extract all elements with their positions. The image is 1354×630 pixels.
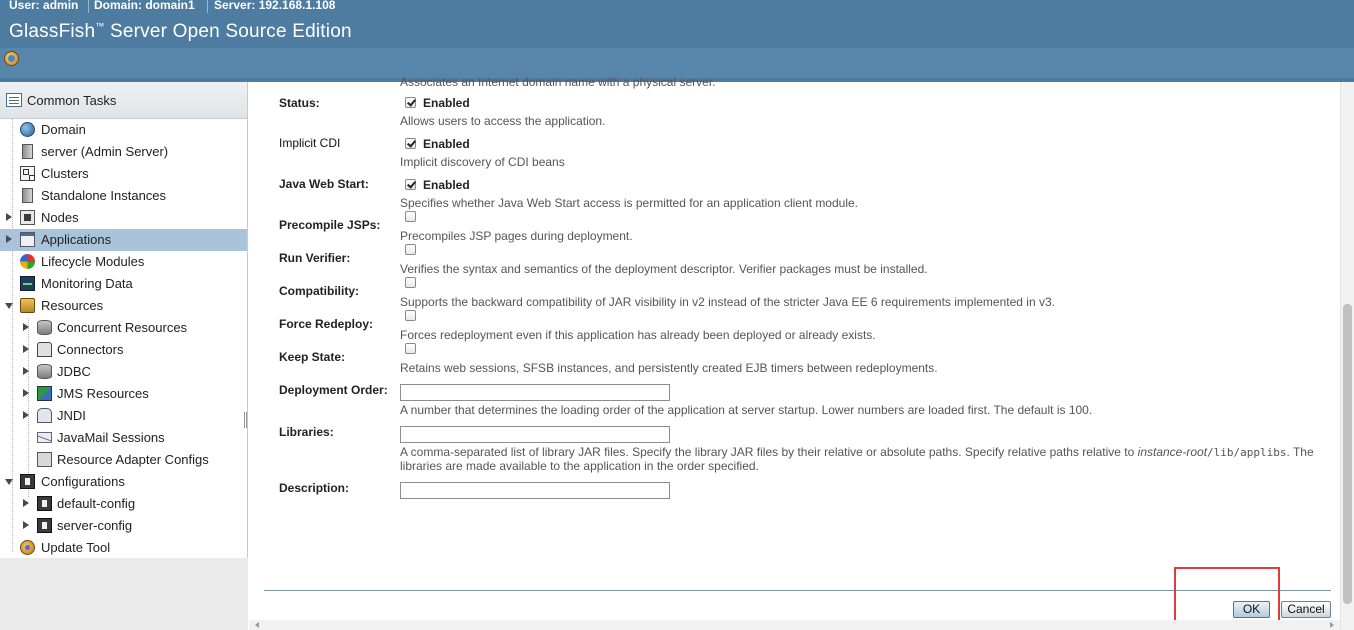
libraries-label: Libraries: — [279, 425, 334, 439]
expand-arrow-icon[interactable] — [23, 367, 29, 375]
expand-arrow-icon[interactable] — [6, 235, 12, 243]
mail-icon — [37, 432, 52, 443]
database-icon — [37, 364, 52, 379]
expand-arrow-icon[interactable] — [23, 389, 29, 397]
tree-item-jndi[interactable] — [0, 405, 247, 427]
domain-info: Domain: domain1 — [94, 0, 195, 12]
common-tasks-label: Common Tasks — [27, 93, 117, 108]
implicit-cdi-enabled-label[interactable]: Enabled — [423, 137, 470, 151]
tree-item-label: server (Admin Server) — [41, 144, 169, 159]
status-enabled-label[interactable]: Enabled — [423, 96, 470, 110]
run-verifier-help: Verifies the syntax and semantics of the deployment descriptor. Verifier packages must be installed. — [400, 262, 928, 276]
expand-arrow-icon[interactable] — [6, 213, 12, 221]
scrollbar-thumb[interactable] — [1343, 304, 1352, 604]
cancel-button[interactable]: Cancel — [1281, 601, 1331, 618]
implicit-cdi-label: Implicit CDI — [279, 136, 341, 150]
deployment-order-input[interactable] — [400, 384, 670, 401]
deployment-order-label: Deployment Order: — [279, 383, 388, 397]
tree-item-server-config[interactable] — [0, 515, 247, 537]
tree-item-label: Nodes — [41, 210, 79, 225]
tree-item-default-config[interactable] — [0, 493, 247, 515]
masthead — [0, 0, 1354, 82]
tree-item-resource-adapter-configs[interactable] — [0, 449, 247, 471]
expand-arrow-icon[interactable] — [23, 345, 29, 353]
scroll-left-icon[interactable] — [255, 622, 259, 628]
product-title: GlassFish™ Server Open Source Edition — [9, 21, 352, 42]
keep-state-help: Retains web sessions, SFSB instances, and persistently created EJB timers between redeployments. — [400, 361, 938, 375]
libraries-input[interactable] — [400, 426, 670, 443]
tree-item-jdbc[interactable] — [0, 361, 247, 383]
divider — [88, 0, 89, 13]
compatibility-help: Supports the backward compatibility of JAR visibility in v2 instead of the stricter Java EE 6 requirements implemented in v3. — [400, 295, 1055, 309]
java-web-start-help: Specifies whether Java Web Start access is permitted for an application client module. — [400, 196, 859, 210]
connector-icon — [37, 342, 52, 357]
expand-arrow-icon[interactable] — [23, 499, 29, 507]
tree-item-nodes[interactable] — [0, 207, 247, 229]
configuration-icon — [20, 474, 35, 489]
server-icon — [22, 188, 33, 203]
description-label: Description: — [279, 481, 350, 495]
tree-item-label: Update Tool — [41, 540, 111, 555]
expand-arrow-icon[interactable] — [23, 411, 29, 419]
deployment-order-help: A number that determines the loading order of the application at server startup. Lower numbers are loaded first. The default is 100. — [400, 403, 1093, 417]
cluster-icon — [20, 166, 35, 181]
status-help: Allows users to access the application. — [400, 114, 606, 128]
precompile-jsps-checkbox[interactable] — [405, 211, 416, 222]
tree-item-label: Resource Adapter Configs — [57, 452, 209, 467]
highlight-annotation — [1174, 567, 1280, 625]
tree-item-label: JDBC — [57, 364, 91, 379]
tree-item-label: JMS Resources — [57, 386, 149, 401]
horizontal-scrollbar[interactable] — [249, 620, 1340, 630]
user-info: User: admin — [9, 0, 79, 12]
expand-arrow-icon[interactable] — [23, 323, 29, 331]
compatibility-label: Compatibility: — [279, 284, 359, 298]
status-checkbox[interactable] — [405, 97, 416, 108]
tree-item-label: Resources — [41, 298, 104, 313]
keep-state-checkbox[interactable] — [405, 343, 416, 354]
database-icon — [37, 320, 52, 335]
refresh-icon[interactable] — [4, 51, 19, 66]
resources-icon — [20, 298, 35, 313]
implicit-cdi-checkbox[interactable] — [405, 138, 416, 149]
server-icon — [22, 144, 33, 159]
precompile-jsps-help: Precompiles JSP pages during deployment. — [400, 229, 633, 243]
tree-item-label: Standalone Instances — [41, 188, 167, 203]
tree-item-javamail-sessions[interactable] — [0, 427, 247, 449]
tree-item-label: Configurations — [41, 474, 125, 489]
java-web-start-label: Java Web Start: — [279, 177, 369, 191]
server-info: Server: 192.168.1.108 — [214, 0, 336, 12]
lifecycle-icon — [20, 254, 35, 269]
tree-item-label: default-config — [57, 496, 136, 511]
force-redeploy-label: Force Redeploy: — [279, 317, 374, 331]
task-list-icon — [6, 93, 22, 107]
force-redeploy-help: Forces redeployment even if this application has already been deployed or already exists. — [400, 328, 876, 342]
help-text: Associates an Internet domain name with a physical server. — [400, 75, 716, 89]
implicit-cdi-help: Implicit discovery of CDI beans — [400, 155, 565, 169]
nodes-icon — [20, 210, 35, 225]
tree-item-label: Connectors — [57, 342, 124, 357]
tree-item-applications[interactable] — [0, 229, 247, 251]
tree-item-label: Domain — [41, 122, 86, 137]
tree-item-clusters[interactable] — [0, 163, 247, 185]
status-label: Status: — [279, 96, 320, 110]
tree-item-label: JNDI — [57, 408, 86, 423]
collapse-arrow-icon[interactable] — [5, 303, 13, 309]
tree-item-label: Monitoring Data — [41, 276, 133, 291]
vertical-scrollbar[interactable] — [1340, 82, 1354, 630]
force-redeploy-checkbox[interactable] — [405, 310, 416, 321]
common-tasks-link[interactable] — [0, 82, 247, 119]
globe-icon — [20, 122, 35, 137]
tree-item-standalone-instances[interactable] — [0, 185, 247, 207]
tree-item-label: Applications — [41, 232, 112, 247]
run-verifier-label: Run Verifier: — [279, 251, 351, 265]
tree-item-concurrent-resources[interactable] — [0, 317, 247, 339]
tree-item-configurations[interactable] — [0, 471, 247, 493]
adapter-icon — [37, 452, 52, 467]
tree-item-lifecycle-modules[interactable] — [0, 251, 247, 273]
jms-icon — [37, 386, 52, 401]
divider — [207, 0, 208, 13]
applications-icon — [20, 232, 35, 247]
tree-item-update-tool[interactable] — [0, 537, 247, 559]
masthead-toolbar — [0, 48, 1354, 78]
splitter-handle[interactable] — [244, 412, 247, 428]
configuration-icon — [37, 518, 52, 533]
run-verifier-checkbox[interactable] — [405, 244, 416, 255]
libraries-help: A comma-separated list of library JAR files. Specify the library JAR files by their relative or absolute paths. Specify relative paths relative to instance-root/lib/applibs. The — [400, 445, 1314, 459]
scroll-right-icon[interactable] — [1330, 622, 1334, 628]
tree-item-domain[interactable] — [0, 119, 247, 141]
expand-arrow-icon[interactable] — [23, 521, 29, 529]
configuration-icon — [37, 496, 52, 511]
tree-item-label: server-config — [57, 518, 133, 533]
collapse-arrow-icon[interactable] — [5, 479, 13, 485]
sidebar-empty-area — [0, 558, 248, 630]
libraries-help-continued: libraries are made available to the application in the order specified. — [400, 459, 759, 473]
tree-item-jms-resources[interactable] — [0, 383, 247, 405]
button-bar-divider — [264, 590, 1331, 591]
description-input[interactable] — [400, 482, 670, 499]
compatibility-checkbox[interactable] — [405, 277, 416, 288]
java-web-start-enabled-label[interactable]: Enabled — [423, 178, 470, 192]
tree-item-label: JavaMail Sessions — [57, 430, 165, 445]
tree-item-label: Clusters — [41, 166, 89, 181]
monitor-icon — [20, 276, 35, 291]
precompile-jsps-label: Precompile JSPs: — [279, 218, 381, 232]
update-tool-icon — [20, 540, 35, 555]
java-web-start-checkbox[interactable] — [405, 179, 416, 190]
tree-item-label: Lifecycle Modules — [41, 254, 145, 269]
jndi-icon — [37, 408, 52, 423]
tree-item-label: Concurrent Resources — [57, 320, 188, 335]
tree-item-server[interactable] — [0, 141, 247, 163]
ok-button[interactable]: OK — [1233, 601, 1270, 618]
tree-item-monitoring-data[interactable] — [0, 273, 247, 295]
tree-item-connectors[interactable] — [0, 339, 247, 361]
navigation-tree-panel — [0, 82, 248, 630]
keep-state-label: Keep State: — [279, 350, 346, 364]
tree-item-resources[interactable] — [0, 295, 247, 317]
application-edit-form — [249, 75, 1354, 630]
